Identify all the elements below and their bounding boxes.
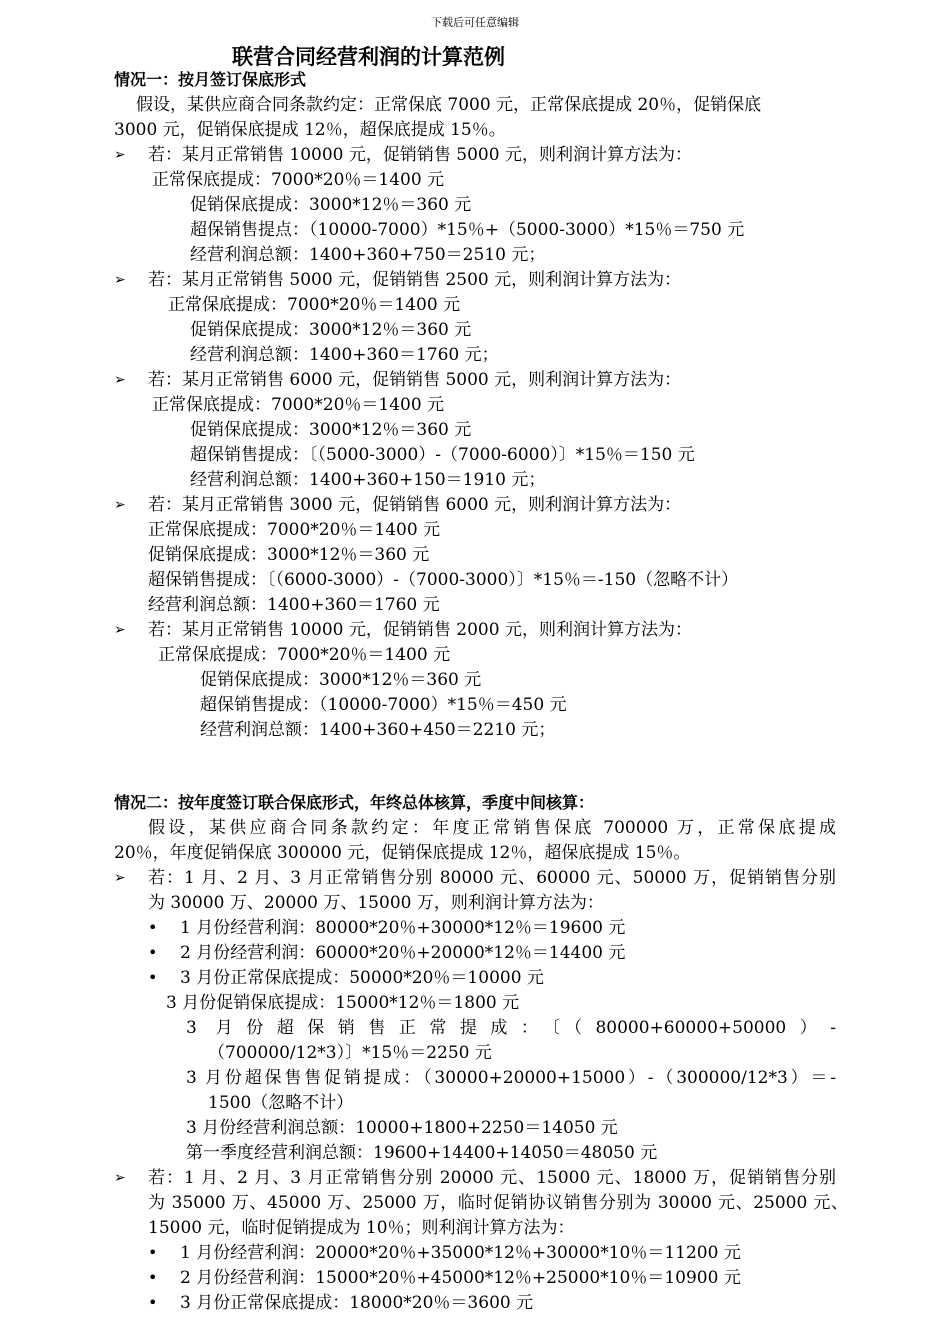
case4-line1: 正常保底提成：7000*20％＝1400 元 (148, 520, 441, 540)
section1-intro-line1: 假设，某供应商合同条款约定：正常保底 7000 元，正常保底提成 20％，促销保底 (136, 95, 762, 115)
case1-line1: 正常保底提成：7000*20％＝1400 元 (152, 170, 445, 190)
case2-lead: 若：某月正常销售 5000 元，促销销售 2500 元，则利润计算方法为： (148, 270, 682, 290)
case5-line3: 超保销售提成：（10000-7000）*15％＝450 元 (200, 695, 567, 715)
arrow-bullet-icon: ➢ (114, 147, 126, 163)
case3-line1: 正常保底提成：7000*20％＝1400 元 (152, 395, 445, 415)
case1-line4: 经营利润总额：1400+360+750＝2510 元； (190, 245, 546, 265)
case1-line3: 超保销售提点：（10000-7000）*15％+（5000-3000）*15％＝750 元 (190, 220, 745, 240)
arrow-bullet-icon: ➢ (114, 622, 126, 638)
case4-lead: 若：某月正常销售 3000 元，促销销售 6000 元，则利润计算方法为： (148, 495, 682, 515)
case2-line2: 促销保底提成：3000*12％＝360 元 (190, 320, 472, 340)
case1-line2: 促销保底提成：3000*12％＝360 元 (190, 195, 472, 215)
case2-line1: 正常保底提成：7000*20％＝1400 元 (168, 295, 461, 315)
case2-line3: 经营利润总额：1400+360＝1760 元； (190, 345, 499, 365)
dot-bullet-icon: • (148, 918, 158, 937)
header-note: 下载后可任意编辑 (431, 16, 519, 29)
case4-line2: 促销保底提成：3000*12％＝360 元 (148, 545, 430, 565)
s2-case1-line2b: （700000/12*3）〕*15％＝2250 元 (208, 1043, 492, 1063)
s2-case1-line3a: 3 月份超保售售促销提成：（30000+20000+15000）-（300000/12*3）＝- (186, 1068, 836, 1088)
case4-line3: 超保销售提成：〔（6000-3000）-（7000-3000）〕*15％＝-150（忽略不计） (148, 570, 739, 590)
s2-case2-bullet2: 2 月份经营利润：15000*20％+45000*12％+25000*10％＝10900 元 (180, 1268, 741, 1288)
s2-case1-line4: 3 月份经营利润总额：10000+1800+2250＝14050 元 (186, 1118, 618, 1138)
case3-line3: 超保销售提成：〔（5000-3000）-（7000-6000）〕*15％＝150 元 (190, 445, 695, 465)
section2-intro-line2: 20％，年度促销保底 300000 元，促销保底提成 12％，超保底提成 15％。 (114, 843, 691, 863)
section1-heading: 情况一：按月签订保底形式 (114, 70, 307, 89)
dot-bullet-icon: • (148, 968, 158, 987)
s2-case1-bullet1: 1 月份经营利润：80000*20％+30000*12％＝19600 元 (180, 918, 626, 938)
s2-case1-lead-line2: 为 30000 万、20000 万、15000 万，则利润计算方法为： (148, 893, 604, 913)
dot-bullet-icon: • (148, 1268, 158, 1287)
arrow-bullet-icon: ➢ (114, 272, 126, 288)
arrow-bullet-icon: ➢ (114, 870, 126, 886)
case5-line4: 经营利润总额：1400+360+450＝2210 元； (200, 720, 556, 740)
case4-line4: 经营利润总额：1400+360＝1760 元 (148, 595, 440, 615)
dot-bullet-icon: • (148, 1243, 158, 1262)
section1-intro-line2: 3000 元，促销保底提成 12％，超保底提成 15％。 (114, 120, 506, 140)
case3-lead: 若：某月正常销售 6000 元，促销销售 5000 元，则利润计算方法为： (148, 370, 682, 390)
s2-case2-lead-line2: 为 35000 万、45000 万、25000 万，临时促销协议销售分别为 30000 元、25000 元、 (148, 1193, 848, 1213)
case3-line4: 经营利润总额：1400+360+150＝1910 元； (190, 470, 546, 490)
s2-case2-bullet1: 1 月份经营利润：20000*20％+35000*12％+30000*10％＝11200 元 (180, 1243, 741, 1263)
s2-case2-lead-line3: 15000 元，临时促销提成为 10％；则利润计算方法为： (148, 1218, 575, 1238)
section2-heading: 情况二：按年度签订联合保底形式，年终总体核算，季度中间核算： (114, 793, 595, 812)
s2-case1-line2a: 3 月份超保销售正常提成：〔（80000+60000+50000）- (186, 1018, 836, 1038)
s2-case2-lead-line1: 若：1 月、2 月、3 月正常销售分别 20000 元、15000 元、18000 万，促销销售分别 (148, 1168, 836, 1188)
s2-case2-bullet3: 3 月份正常保底提成：18000*20％＝3600 元 (180, 1293, 534, 1313)
s2-case1-lead-line1: 若：1 月、2 月、3 月正常销售分别 80000 元、60000 元、50000 万，促销销售分别 (148, 868, 836, 888)
case5-lead: 若：某月正常销售 10000 元，促销销售 2000 元，则利润计算方法为： (148, 620, 692, 640)
case5-line1: 正常保底提成：7000*20％＝1400 元 (158, 645, 451, 665)
arrow-bullet-icon: ➢ (114, 372, 126, 388)
case1-lead: 若：某月正常销售 10000 元，促销销售 5000 元，则利润计算方法为： (148, 145, 692, 165)
s2-case1-line5: 第一季度经营利润总额：19600+14400+14050＝48050 元 (186, 1143, 658, 1163)
s2-case1-bullet3: 3 月份正常保底提成：50000*20％＝10000 元 (180, 968, 544, 988)
s2-case1-bullet2: 2 月份经营利润：60000*20％+20000*12％＝14400 元 (180, 943, 626, 963)
arrow-bullet-icon: ➢ (114, 1170, 126, 1186)
s2-case1-line3b: 1500（忽略不计） (208, 1093, 354, 1113)
dot-bullet-icon: • (148, 1293, 158, 1312)
case5-line2: 促销保底提成：3000*12％＝360 元 (200, 670, 482, 690)
dot-bullet-icon: • (148, 943, 158, 962)
section2-intro-line1: 假设，某供应商合同条款约定：年度正常销售保底 700000 万，正常保底提成 (148, 818, 836, 838)
s2-case1-line1: 3 月份促销保底提成：15000*12％＝1800 元 (166, 993, 520, 1013)
arrow-bullet-icon: ➢ (114, 497, 126, 513)
document-title: 联营合同经营利润的计算范例 (232, 45, 505, 69)
case3-line2: 促销保底提成：3000*12％＝360 元 (190, 420, 472, 440)
